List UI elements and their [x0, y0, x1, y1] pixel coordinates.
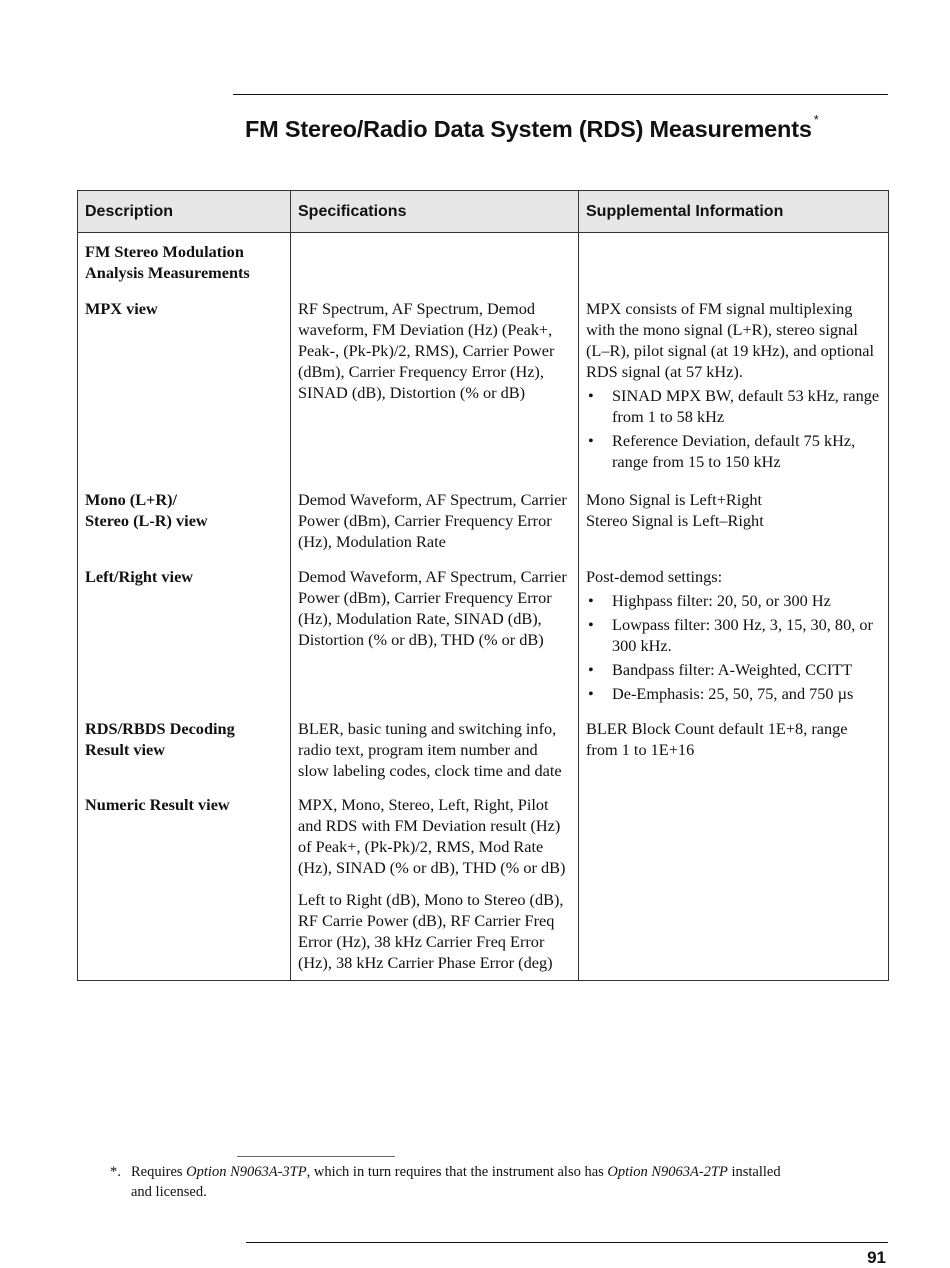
title-footnote-marker: *	[813, 112, 819, 128]
supplemental-line: Mono Signal is Left+Right	[586, 490, 763, 509]
table-row-mono-stereo-view	[78, 489, 889, 566]
supplemental-text: MPX consists of FM signal multiplexing with the mono signal (L+R), stereo signal (L–R), pilot signal (at 19 kHz), and optional RDS signal (at 57 kHz).	[586, 299, 875, 381]
supplemental-line: Stereo Signal is Left–Right	[586, 511, 764, 530]
table-header-row	[78, 191, 889, 233]
footnote-line	[110, 1162, 870, 1182]
row-description	[78, 489, 291, 566]
supplemental-text: Post-demod settings:	[586, 567, 723, 586]
table-row-numeric-result-view	[78, 794, 889, 981]
row-supplemental-empty	[579, 794, 889, 981]
table-row-rds-decoding-view	[78, 718, 889, 794]
bullet-item: • Lowpass filter: 300 Hz, 3, 15, 30, 80, or 300 kHz.	[586, 614, 881, 656]
bottom-rule	[246, 1242, 888, 1243]
section-title-spec-empty	[291, 233, 579, 299]
bullet-item: • SINAD MPX BW, default 53 kHz, range from 1 to 58 kHz	[586, 385, 881, 427]
specification-text: Left to Right (dB), Mono to Stereo (dB), RF Carrie Power (dB), RF Carrier Freq Error (Hz), 38 kHz Carrier Freq Error (Hz), 38 kHz Carrier Phase Error (deg)	[298, 890, 564, 972]
row-description: MPX view	[78, 298, 291, 489]
specifications-table	[77, 190, 889, 981]
row-description-line: Mono (L+R)/	[85, 490, 178, 509]
page-title	[245, 112, 819, 143]
bullet-item: • Highpass filter: 20, 50, or 300 Hz	[586, 590, 881, 611]
header-description: Description	[78, 191, 291, 233]
footnote-option-link: Option N9063A-3TP	[186, 1164, 307, 1180]
footnote	[110, 1162, 870, 1202]
section-title-supp-empty	[579, 233, 889, 299]
row-supplemental	[579, 298, 889, 489]
table-row-left-right-view	[78, 566, 889, 718]
row-specifications	[291, 489, 579, 566]
page-number: 91	[867, 1248, 886, 1267]
footnote-line-2: and licensed.	[131, 1184, 207, 1200]
row-specifications	[291, 298, 579, 489]
table-row-mpx-view	[78, 298, 889, 489]
footnote-marker: *.	[110, 1164, 121, 1180]
row-supplemental	[579, 718, 889, 794]
section-title: FM Stereo Modulation Analysis Measurements	[78, 233, 291, 299]
row-supplemental	[579, 566, 889, 718]
supplemental-bullet-list	[586, 385, 881, 472]
footnote-text: , which in turn requires that the instrument also has	[306, 1164, 608, 1180]
row-description: RDS/RBDS Decoding Result view	[78, 718, 291, 794]
specification-text: Demod Waveform, AF Spectrum, Carrier Power (dBm), Carrier Frequency Error (Hz), Modulation Rate, SINAD (dB), Distortion (% or dB), THD (% or dB)	[298, 567, 567, 649]
footnote-text: Requires	[131, 1164, 187, 1180]
bullet-item: • Bandpass filter: A-Weighted, CCITT	[586, 659, 881, 680]
row-specifications	[291, 794, 579, 981]
supplemental-bullet-list	[586, 590, 881, 704]
specification-text: Demod Waveform, AF Spectrum, Carrier Power (dBm), Carrier Frequency Error (Hz), Modulation Rate	[298, 490, 567, 551]
row-description: Left/Right view	[78, 566, 291, 718]
specification-text: RF Spectrum, AF Spectrum, Demod waveform, FM Deviation (Hz) (Peak+, Peak-, (Pk-Pk)/2, RMS), Carrier Power (dBm), Carrier Frequency Error (Hz), SINAD (dB), Distortion (% or dB)	[298, 299, 555, 402]
page-title-text: FM Stereo/Radio Data System (RDS) Measurements	[245, 116, 812, 142]
footnote-text: installed	[727, 1164, 781, 1180]
supplemental-text: BLER Block Count default 1E+8, range from 1 to 1E+16	[586, 719, 848, 759]
header-specifications: Specifications	[291, 191, 579, 233]
footnote-divider	[237, 1156, 395, 1157]
footnote-option-link: Option N9063A-2TP	[607, 1164, 728, 1180]
bullet-item: • De-Emphasis: 25, 50, 75, and 750 µs	[586, 683, 881, 704]
row-specifications	[291, 566, 579, 718]
row-specifications	[291, 718, 579, 794]
header-supplemental-information: Supplemental Information	[579, 191, 889, 233]
row-description-line: Stereo (L-R) view	[85, 511, 208, 530]
row-description: Numeric Result view	[78, 794, 291, 981]
bullet-item: • Reference Deviation, default 75 kHz, range from 15 to 150 kHz	[586, 430, 881, 472]
table-row-section-title	[78, 233, 889, 299]
row-supplemental	[579, 489, 889, 566]
specification-text: MPX, Mono, Stereo, Left, Right, Pilot and RDS with FM Deviation result (Hz) of Peak+, (Pk-Pk)/2, RMS, Mod Rate (Hz), SINAD (% or dB), THD (% or dB)	[298, 795, 566, 877]
top-rule	[233, 94, 888, 95]
specification-text: BLER, basic tuning and switching info, radio text, program item number and slow labeling codes, clock time and date	[298, 719, 562, 780]
